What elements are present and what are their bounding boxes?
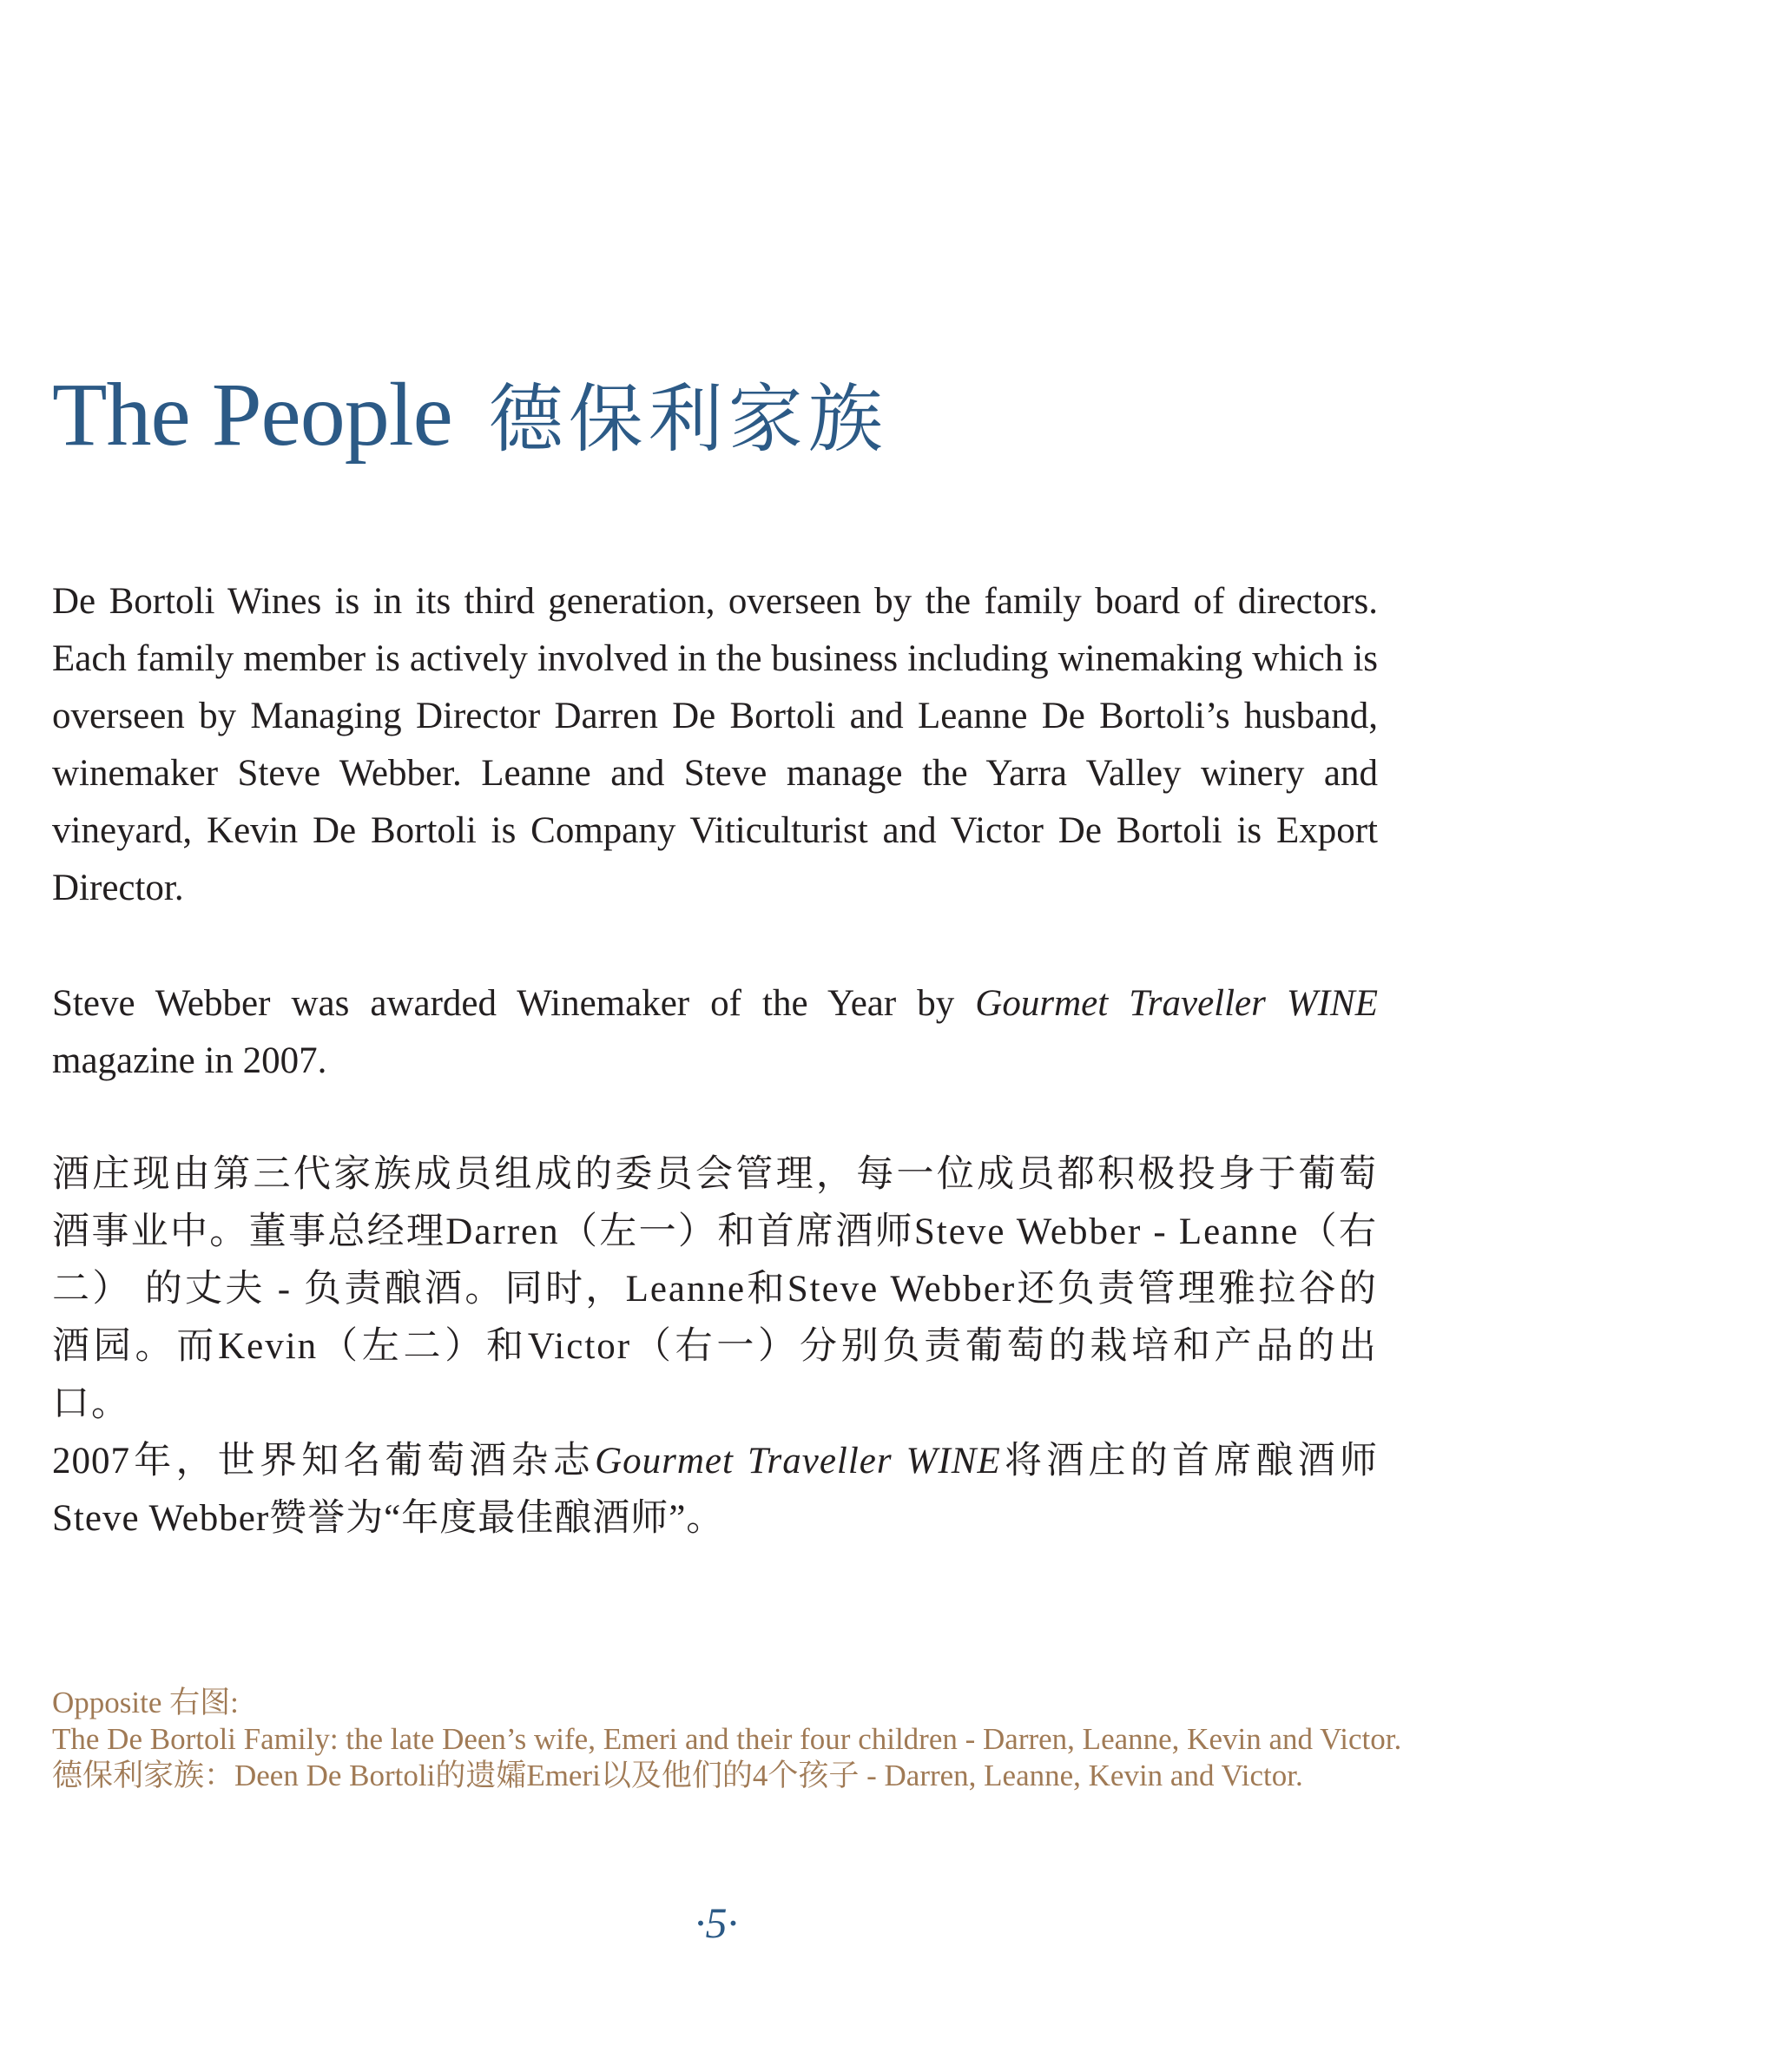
page-title-zh: 德保利家族 [488,378,888,461]
paragraph-family-overview: De Bortoli Wines is in its third generation, overseen by the family board of directors. Each family member is actively involved in the business including winemaking which is overseen by Managing Director Darren De Bortoli and Leanne De Bortoli’s husband, winemaker Steve Webber. Leanne and Steve manage the Yarra Valley winery and vineyard, Kevin De Bortoli is Company Viticulturist and Victor De Bortoli is Export Director. [52,581,1378,908]
paragraph-family-overview-zh: 酒庄现由第三代家族成员组成的委员会管理，每一位成员都积极投身于葡萄酒事业中。董事总经理Darren（左一）和首席酒师Steve Webber - Leanne（右二） 的丈夫 - 负责酿酒。同时，Leanne和Steve Webber还负责管理雅拉谷的酒园。而Kevin（左二）和Victor（右一）分别负责葡萄的栽培和产品的出口。 [52,1154,1378,1424]
paragraph-award-text-start: Steve Webber was awarded Winemaker of the Year by [52,983,976,1024]
caption-line-en: The De Bortoli Family: the late Deen’s wife, Emeri and their four children - Darren, Leanne, Kevin and Victor. [52,1722,1402,1756]
caption-line-zh: 德保利家族：Deen De Bortoli的遗孀Emeri以及他们的4个孩子 - Darren, Leanne, Kevin and Victor. [52,1759,1303,1792]
paragraph-award [52,975,1378,1090]
page-number: ·5· [695,1898,738,1947]
paragraph-award-zh-end: 将酒庄的首席酿酒师Steve Webber赞誉为“年度最佳酿酒师”。 [52,1441,1379,1539]
page-title [52,363,888,467]
magazine-title-zh-paragraph: Gourmet Traveller WINE [595,1441,1001,1482]
paragraph-award-zh-start: 2007年，世界知名葡萄酒杂志 [52,1441,596,1482]
caption-label: Opposite 右图: [52,1686,239,1719]
page-title-en: The People [52,365,452,465]
paragraph-award-zh [52,1433,1378,1548]
paragraph-award-text-end: magazine in 2007. [52,1040,327,1081]
photo-caption [52,1685,1441,1794]
magazine-title: Gourmet Traveller WINE [975,983,1378,1024]
